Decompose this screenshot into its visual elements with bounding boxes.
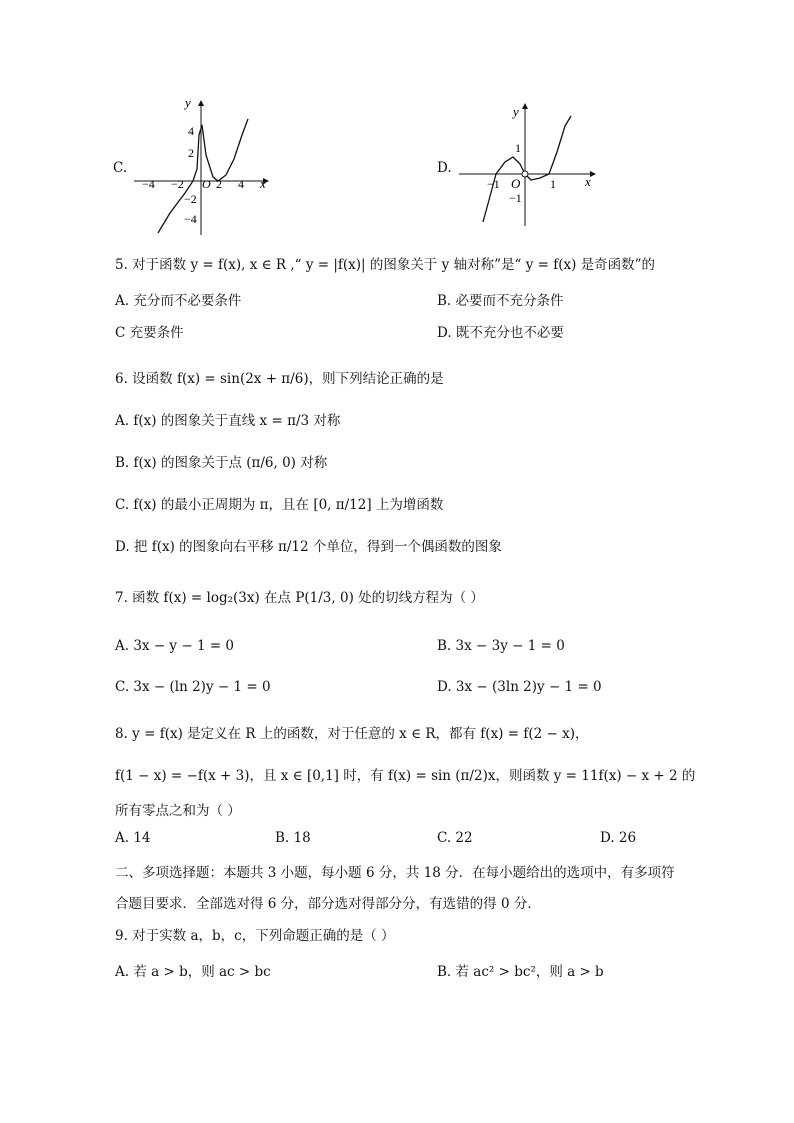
q9-option-a: A. 若 a > b，则 ac > bc [115, 964, 271, 980]
question-7-stem: 7. 函数 f(x) = log₂(3x) 在点 P(1/3, 0) 处的切线方程为（ ） [115, 590, 484, 606]
y-tick: 2 [188, 146, 194, 160]
q5-option-a: A. 充分而不必要条件 [115, 293, 242, 309]
x-tick: −1 [487, 177, 500, 191]
question-8-line-1: 8. y = f(x) 是定义在 R 上的函数，对于任意的 x ∈ R，都有 f(x) = f(2 − x)， [115, 726, 589, 742]
x-tick: 2 [216, 177, 222, 191]
q8-option-b: B. 18 [275, 830, 311, 846]
x-tick: 1 [550, 177, 556, 191]
question-5-stem: 5. 对于函数 y = f(x), x ∈ R ,“ y = |f(x)| 的图象关于 y 轴对称”是“ y = f(x) 是奇函数”的 [115, 257, 656, 273]
q7-option-c: C. 3x − (ln 2)y − 1 = 0 [115, 679, 271, 695]
q6-option-d: D. 把 f(x) 的图象向右平移 π/12 个单位，得到一个偶函数的图象 [115, 539, 502, 555]
x-tick: −2 [171, 177, 184, 191]
y-axis-label: y [513, 104, 519, 119]
q6-option-a: A. f(x) 的图象关于直线 x = π/3 对称 [115, 413, 341, 429]
q7-option-a: A. 3x − y − 1 = 0 [115, 638, 235, 654]
y-tick: −2 [184, 192, 197, 206]
y-axis-label: y [185, 95, 191, 110]
open-point [522, 171, 528, 177]
curve-d [483, 116, 571, 222]
question-9-stem: 9. 对于实数 a，b，c，下列命题正确的是（ ） [115, 928, 395, 944]
question-8-line-2: f(1 − x) = −f(x + 3)，且 x ∈ [0,1] 时，有 f(x) = sin (π/2)x，则函数 y = 11f(x) − x + 2 的 [115, 768, 696, 784]
section-2-line-1: 二、多项选择题：本题共 3 小题，每小题 6 分，共 18 分．在每小题给出的选项中，有多项符 [115, 865, 675, 881]
curve-c [158, 119, 248, 233]
q7-option-d: D. 3x − (3ln 2)y − 1 = 0 [437, 679, 602, 695]
x-axis-label: x [260, 176, 266, 191]
question-8-line-3: 所有零点之和为（ ） [115, 803, 241, 819]
x-axis-label: x [585, 174, 591, 189]
section-2-line-2: 合题目要求．全部选对得 6 分，部分选对得部分分，有选错的得 0 分． [115, 896, 541, 912]
q6-option-c: C. f(x) 的最小正周期为 π，且在 [0, π/12] 上为增函数 [115, 497, 444, 513]
q9-option-b: B. 若 ac² > bc²，则 a > b [437, 964, 604, 980]
q7-option-b: B. 3x − 3y − 1 = 0 [437, 638, 565, 654]
origin-label: O [202, 177, 211, 191]
option-d-label: D. [437, 160, 452, 176]
q5-option-d: D. 既不充分也不必要 [437, 325, 564, 341]
q8-option-c: C. 22 [437, 830, 473, 846]
q5-option-c: C 充要条件 [115, 325, 184, 341]
y-tick: 4 [188, 124, 194, 138]
x-tick: 4 [238, 177, 244, 191]
y-tick: 1 [515, 141, 521, 155]
option-c-label: C. [113, 160, 128, 176]
y-tick: −1 [509, 191, 522, 205]
graph-d [455, 100, 605, 230]
q6-option-b: B. f(x) 的图象关于点 (π/6, 0) 对称 [115, 455, 328, 471]
x-tick: −4 [142, 177, 155, 191]
y-tick: −4 [184, 212, 197, 226]
q5-option-b: B. 必要而不充分条件 [437, 293, 564, 309]
q8-option-d: D. 26 [600, 830, 637, 846]
graph-c [130, 95, 280, 240]
question-6-stem: 6. 设函数 f(x) = sin(2x + π/6)，则下列结论正确的是 [115, 371, 444, 387]
origin-label: O [511, 176, 521, 191]
q8-option-a: A. 14 [115, 830, 151, 846]
